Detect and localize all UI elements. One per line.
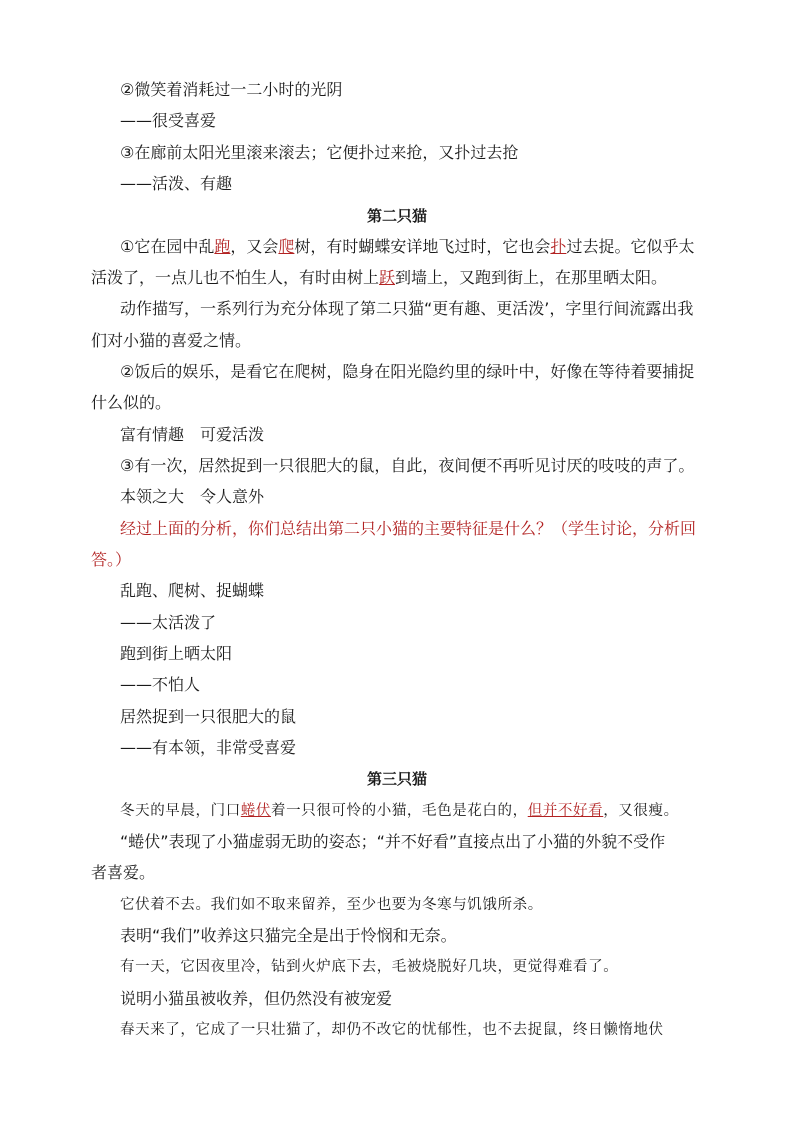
cat3-analysis1-line1: “蜷伏”表现了小猫虚弱无助的姿态；“并不好看”直接点出了小猫的外貌不受作 — [120, 832, 666, 851]
highlight-word: 扑 — [550, 237, 567, 256]
cat2-question-line1: 经过上面的分析，你们总结出第二只小猫的主要特征是什么？（学生讨论，分析回 — [120, 519, 697, 538]
cat3-heading: 第三只猫 — [366, 770, 427, 788]
cat1-item3-note: ——活泼、有趣 — [120, 174, 233, 193]
highlight-word: 跑 — [214, 237, 231, 256]
cat2-summary-line: ——有本领，非常受喜爱 — [120, 738, 297, 757]
cat2-p2-note: 富有情趣 可爱活泼 — [120, 425, 265, 444]
cat2-summary-line: 跑到街上晒太阳 — [120, 644, 233, 663]
cat3-analysis2: 表明“我们”收养这只猫完全是出于怜悯和无奈。 — [120, 926, 457, 945]
cat2-summary-line: ——太活泼了 — [120, 613, 217, 632]
cat2-p3-note: 本领之大 令人意外 — [120, 487, 265, 506]
cat2-analysis-line1: 动作描写，一系列行为充分体现了第二只猫“更有趣、更活泼’，字里行间流露出我 — [120, 299, 694, 318]
cat3-analysis3: 说明小猫虽被收养，但仍然没有被宠爱 — [120, 989, 393, 1008]
cat3-quote3: 有一天，它因夜里冷，钻到火炉底下去，毛被烧脱好几块，更觉得难看了。 — [120, 959, 619, 975]
cat2-p1-line2: 活泼了，一点儿也不怕生人，有时由树上跃到墙上，又跑到街上，在那里晒太阳。 — [91, 268, 668, 287]
cat2-p3: ③有一次，居然捉到一只很肥大的鼠，自此，夜间便不再听见讨厌的吱吱的声了。 — [120, 456, 695, 475]
cat2-p2-line2: 什么似的。 — [91, 393, 172, 412]
cat3-quote2: 它伏着不去。我们如不取来留养，至少也要为冬寒与饥饿所杀。 — [120, 897, 543, 913]
highlight-word: 蜷伏 — [240, 803, 272, 819]
cat2-analysis-line2: 们对小猫的喜爱之情。 — [91, 331, 252, 350]
cat1-item2-note: ——很受喜爱 — [120, 111, 217, 130]
cat3-analysis1-line2: 者喜爱。 — [91, 863, 156, 882]
cat2-summary-line: 乱跑、爬树、捉蝴蝶 — [120, 581, 265, 600]
highlight-word: 但并不好看 — [527, 803, 604, 819]
cat2-question-line2: 答。） — [91, 550, 132, 569]
highlight-word: 爬 — [278, 237, 295, 256]
cat2-summary-line: ——不怕人 — [120, 675, 201, 694]
cat2-p2-line1: ②饭后的娱乐，是看它在爬树，隐身在阳光隐约里的绿叶中，好像在等待着要捕捉 — [120, 362, 695, 381]
cat1-item3: ③在廊前太阳光里滚来滚去；它便扑过来抢，又扑过去抢 — [120, 143, 519, 162]
cat3-quote1: 冬天的早晨，门口蜷伏着一只很可怜的小猫，毛色是花白的，但并不好看，又很瘦。 — [120, 803, 679, 819]
cat3-quote4: 春天来了，它成了一只壮猫了，却仍不改它的忧郁性，也不去捉鼠，终日懒惰地伏 — [120, 1022, 664, 1038]
cat2-heading: 第二只猫 — [366, 207, 427, 225]
cat1-item2: ②微笑着消耗过一二小时的光阴 — [120, 80, 343, 99]
highlight-word: 跃 — [379, 268, 396, 287]
cat2-summary-line: 居然捉到一只很肥大的鼠 — [120, 707, 297, 726]
cat2-p1-line1: ①它在园中乱跑，又会爬树，有时蝴蝶安详地飞过时，它也会扑过去捉。它似乎太 — [120, 237, 695, 256]
